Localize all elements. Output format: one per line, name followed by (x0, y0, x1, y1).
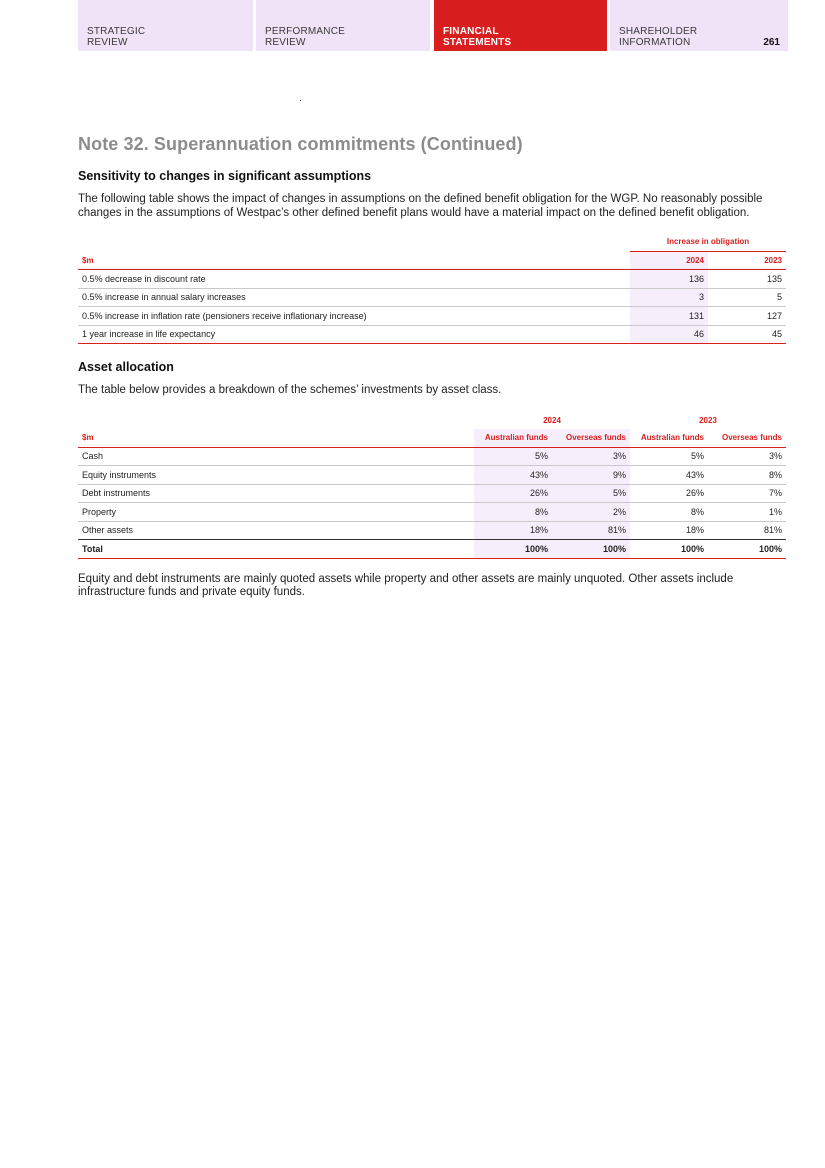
cell: 1% (708, 503, 786, 522)
year-group-2024: 2024 (543, 415, 561, 425)
total-row (78, 540, 786, 559)
asset-allocation-heading: Asset allocation (78, 360, 174, 374)
cell: 5% (552, 484, 630, 503)
cell: 8% (708, 466, 786, 485)
cell: 9% (552, 466, 630, 485)
table-row (78, 466, 786, 485)
sensitivity-heading: Sensitivity to changes in significant assumptions (78, 169, 372, 183)
table-row (78, 447, 786, 466)
tab-financial-statements[interactable] (434, 0, 607, 51)
col-label: $m (78, 251, 630, 270)
cell: 18% (474, 521, 552, 540)
sensitivity-intro: The following table shows the impact of changes in assumptions on the defined benefit obligation for the WGP. No reasonably possible changes in the assumptions of Westpac’s other defined benefit plans would have a material impact on the defined benefit obligation. (78, 193, 763, 219)
cell: 8% (474, 503, 552, 522)
cell: 43% (630, 466, 708, 485)
cell: 3% (552, 447, 630, 466)
page-number: 261 (763, 37, 780, 48)
value-2023: 45 (708, 325, 786, 344)
top-navigation (78, 0, 788, 51)
value-2024: 3 (630, 288, 708, 307)
sub-header: Overseas funds (708, 429, 786, 447)
cell: 100% (474, 540, 552, 559)
increase-in-obligation-header: Increase in obligation (630, 233, 786, 251)
table-row (78, 270, 786, 289)
tab-shareholder-information[interactable] (610, 0, 788, 51)
row-label: 0.5% increase in inflation rate (pensioners receive inflationary increase) (78, 307, 630, 326)
tab-label: STRATEGIC REVIEW (87, 26, 146, 48)
cell: 26% (474, 484, 552, 503)
row-label: Equity instruments (78, 466, 474, 485)
cell: 18% (685, 525, 704, 536)
sensitivity-table (78, 233, 786, 344)
asset-allocation-intro: The table below provides a breakdown of the schemes’ investments by asset class. (78, 384, 502, 396)
asset-allocation-table (78, 412, 786, 559)
tab-label: FINANCIAL STATEMENTS (443, 26, 512, 48)
sub-header: Australian funds (474, 429, 552, 447)
year-header: 2024 (630, 251, 708, 270)
value-2023: 5 (708, 288, 786, 307)
cell: 7% (708, 484, 786, 503)
row-label: 1 year increase in life expectancy (78, 325, 630, 344)
cell: 2% (552, 503, 630, 522)
tab-performance-review[interactable] (256, 0, 430, 51)
value-2023: 127 (708, 307, 786, 326)
cell: 81% (763, 525, 782, 536)
sub-header: Australian funds (630, 429, 708, 447)
table-row (78, 484, 786, 503)
cell: 100% (630, 540, 708, 559)
cell: 81% (552, 521, 630, 540)
row-label: Total (78, 540, 474, 559)
tab-label: SHAREHOLDER INFORMATION (619, 26, 698, 48)
tab-strategic-review[interactable] (78, 0, 253, 51)
year-header: 2023 (708, 251, 786, 270)
row-label: 0.5% decrease in discount rate (78, 270, 630, 289)
cell: 43% (474, 466, 552, 485)
value-2024: 131 (630, 307, 708, 326)
value-2024: 46 (630, 325, 708, 344)
cell: 5% (630, 447, 708, 466)
table-row (78, 307, 786, 326)
year-group-2023: 2023 (699, 415, 717, 425)
cell: 100% (708, 540, 786, 559)
tab-label: PERFORMANCE REVIEW (265, 26, 345, 48)
cell: 26% (630, 484, 708, 503)
table-row (78, 521, 786, 540)
table-row (78, 288, 786, 307)
row-label: Cash (78, 447, 474, 466)
table-row (78, 325, 786, 344)
value-2024: 136 (630, 270, 708, 289)
row-label: Property (78, 503, 474, 522)
note-title: Note 32. Superannuation commitments (Continued) (78, 134, 523, 154)
col-label: $m (78, 429, 474, 447)
sub-header: Overseas funds (552, 429, 630, 447)
asset-allocation-footnote: Equity and debt instruments are mainly quoted assets while property and other assets are mainly unquoted. Other assets include infrastructure funds and private equity funds. (78, 572, 734, 598)
table-row (78, 503, 786, 522)
cell: 100% (552, 540, 630, 559)
stray-dot (300, 100, 301, 101)
cell: 3% (708, 447, 786, 466)
note-content (78, 134, 786, 600)
cell: 5% (474, 447, 552, 466)
value-2023: 135 (708, 270, 786, 289)
row-label: Debt instruments (78, 484, 474, 503)
cell: 8% (630, 503, 708, 522)
row-label: 0.5% increase in annual salary increases (78, 288, 630, 307)
row-label: Other assets (82, 525, 134, 536)
